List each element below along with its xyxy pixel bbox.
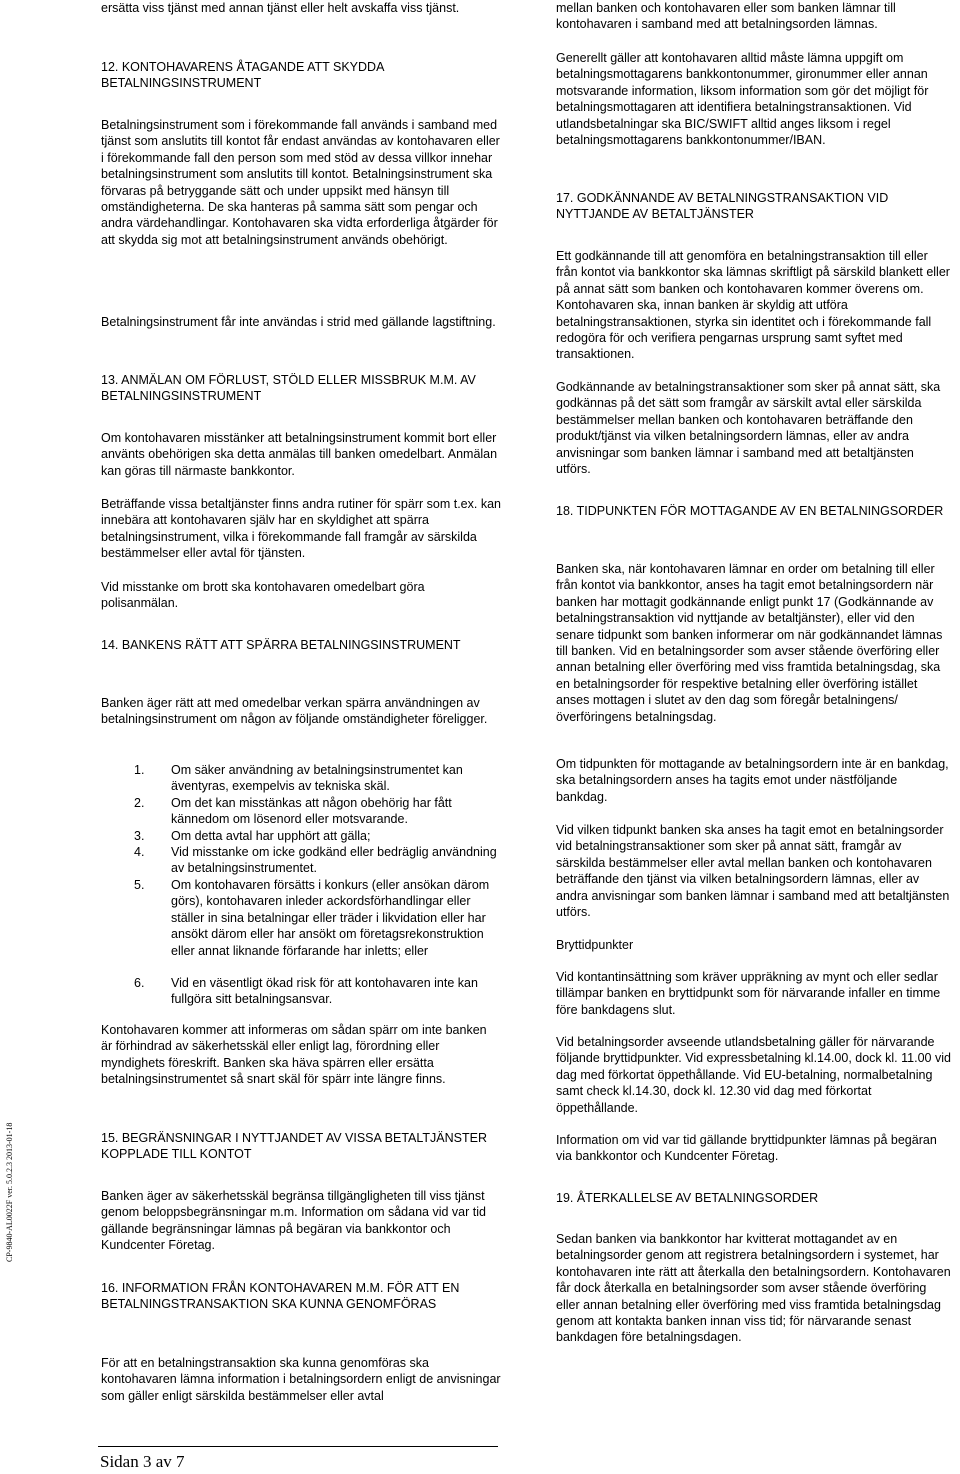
section-13-heading: 13. ANMÄLAN OM FÖRLUST, STÖLD ELLER MISSBRUK M.M. AV BETALNINGSINSTRUMENT: [101, 373, 476, 404]
section-18-paragraph-3: Vid vilken tidpunkt banken ska anses ha tagit emot en betalningsorder vid betalningstransaktioner som sker på annat sätt, framgår av särskilda bestämmelser eller avtal mellan banken och kontohavaren beträffande den tjänst via vilken betalningsordern lämnas, eller av andra anvisningar som banken lämnar i samband med att betaltjänsten utförs.: [556, 823, 950, 920]
section-13-paragraph-2: Beträffande vissa betaltjänster finns andra rutiner för spärr som t.ex. kan innebära att kontohavaren själv har en skyldighet att spärra betalningsinstrument, vilka i förekommande fall framgår av särskilda bestämmelser eller avtal för tjänsten.: [101, 497, 501, 561]
right-top-paragraph: mellan banken och kontohavaren eller som banken lämnar till kontohavaren i samband med att betalningsorden lämnas.: [556, 1, 896, 32]
section-18-subheading: Bryttidpunkter: [556, 938, 634, 952]
section-13-paragraph-3: Vid misstanke om brott ska kontohavaren omedelbart göra polisanmälan.: [101, 580, 425, 611]
section-18-paragraph-1: Banken ska, när kontohavaren lämnar en order om betalning till eller från kontot via bankkontor, anses ha tagit emot betalningsordern när banken har mottagit godkännande enligt punkt 17 (Godkännande av betalningstransaktion vid nyttjande av betaltjänster), eller vid den senare tidpunkt som banken informerar om när godkännandet lämnas till banken. Vid en betalningsorder som avser stående överföring eller annan betalning eller överföring med viss framtida betalningsdag, ska en betalningsorder för respektive betalning eller överföring istället anses mottagen i slutet av den dag som föregår betalningens/överföringens betalningsdag.: [556, 562, 943, 724]
section-17-paragraph-2: Godkännande av betalningstransaktioner som sker på annat sätt, ska godkännas på det sätt som framgår av särskilt avtal eller särskilda bestämmelser mellan banken och kontohavaren beträffande den produkt/tjänst via vilken betalningsordern lämnas, eller av andra anvisningar som banken lämnar i samband med att betaltjänsten utförs.: [556, 380, 941, 477]
section-18-paragraph-4: Vid kontantinsättning som kräver uppräkning av mynt och eller sedlar tillämpar banken en bryttidpunkt som för närvarande infaller en timme före bankdagens slut.: [556, 970, 941, 1017]
section-12-paragraph-2: Betalningsinstrument får inte användas i strid med gällande lagstiftning.: [101, 315, 496, 329]
section-12-heading: 12. KONTOHAVARENS ÅTAGANDE ATT SKYDDA BETALNINGSINSTRUMENT: [101, 60, 384, 91]
section-16-heading: 16. INFORMATION FRÅN KONTOHAVAREN M.M. FÖR ATT EN BETALNINGSTRANSAKTION SKA KUNNA GENOMFÖRAS: [101, 1281, 460, 1312]
section-14-paragraph-2: Kontohavaren kommer att informeras om sådan spärr om inte banken är förhindrad av säkerhetsskäl eller enligt lag, förordning eller myndighets föreskrift. Banken ska häva spärren eller ersätta betalningsinstrumentet så snart skäl för spärr inte längre finns.: [101, 1023, 487, 1087]
list-item-number: 1.: [134, 763, 145, 777]
section-14-heading: 14. BANKENS RÄTT ATT SPÄRRA BETALNINGSINSTRUMENT: [101, 638, 461, 652]
list-item-number: 6.: [134, 976, 145, 990]
footer-divider: [98, 1446, 498, 1447]
list-item-number: 5.: [134, 878, 145, 892]
section-17-heading: 17. GODKÄNNANDE AV BETALNINGSTRANSAKTION VID NYTTJANDE AV BETALTJÄNSTER: [556, 191, 889, 222]
section-14-paragraph-1: Banken äger rätt att med omedelbar verkan spärra användningen av betalningsinstrument om någon av följande omständigheter föreligger.: [101, 696, 488, 727]
section-18-heading: 18. TIDPUNKTEN FÖR MOTTAGANDE AV EN BETALNINGSORDER: [556, 504, 944, 518]
section-18-paragraph-5: Vid betalningsorder avseende utlandsbetalning gäller för närvarande följande bryttidpunkter. Vid expressbetalning kl.14.00, dock kl. 11.00 vid dag med förkortat öppethållande. Vid EU-betalning, normalbetalning samt check kl.14.30, dock kl. 12.30 vid dag med förkortat öppethållande.: [556, 1035, 951, 1115]
section-16-paragraph: För att en betalningstransaktion ska kunna genomföras ska kontohavaren lämna information i betalningsordern enligt de anvisningar som gäller enligt särskilda bestämmelser eller avtal: [101, 1356, 501, 1403]
list-item-number: 2.: [134, 796, 145, 810]
section-16-paragraph-2: Generellt gäller att kontohavaren alltid måste lämna uppgift om betalningsmottagarens bankkontonummer, gironummer eller annan motsvarande information, liksom information som gör det möjligt för betalningsmottagaren att identifiera betalningstransaktionen. Vid utlandsbetalningar ska BIC/SWIFT alltid anges liksom i regel betalningsmottagarens bankkontonummer/IBAN.: [556, 51, 929, 148]
section-12-paragraph-1: Betalningsinstrument som i förekommande fall används i samband med tjänst som anslutits till kontot får endast användas av kontohavaren eller i förekommande fall den person som med stöd av dessa villkor innehar betalningsinstrument som anslutits till kontot. Betalningsinstrument ska förvaras på betryggande sätt och under uppsikt med hänsyn till omständigheterna. De ska hanteras på samma sätt som pengar och andra värdehandlingar. Kontohavaren ska vidta erforderliga åtgärder för att skydda sig mot att betalningsinstrument används obehörigt.: [101, 118, 500, 247]
section-17-paragraph-1: Ett godkännande till att genomföra en betalningstransaktion till eller från kontot via bankkontor ska lämnas skriftligt på särskild blankett eller på annat sätt som banken och kontohavaren kommer överens om. Kontohavaren ska, innan banken är skyldig att utföra betalningstransaktionen, styrka sin identitet och i förekommande fall redogöra för och verifiera pengarnas ursprung samt syftet med transaktionen.: [556, 249, 950, 362]
list-item-text: Om kontohavaren försätts i konkurs (eller ansökan därom görs), kontohavaren inleder ackordsförhandlingar eller ställer in sina betalningar eller träder i likvidation eller har ansökt därom eller har ansökt om företagsrekonstruktion eller annat liknande förfarande har inletts; eller: [171, 878, 490, 958]
section-15-heading: 15. BEGRÄNSNINGAR I NYTTJANDET AV VISSA BETALTJÄNSTER KOPPLADE TILL KONTOT: [101, 1131, 487, 1162]
side-document-code: CP-9840-AL0022F ver. 5.0.2.3 2013-01-18: [5, 1122, 14, 1262]
list-item-text: Vid misstanke om icke godkänd eller bedräglig användning av betalningsinstrumentet.: [171, 845, 497, 876]
left-top-paragraph: ersätta viss tjänst med annan tjänst eller helt avskaffa viss tjänst.: [101, 1, 460, 15]
section-19-paragraph: Sedan banken via bankkontor har kvitterat mottagandet av en betalningsorder genom att registrera betalningsordern i systemet, har kontohavaren inte rätt att återkalla den betalningsordern. Kontohavaren får dock återkalla en betalningsorder som avser stående överföring eller annan betalning eller överföring med viss framtida betalningsdag genom att kontakta banken innan viss tid; för närvarande senast bankdagen före betalningsdagen.: [556, 1232, 951, 1345]
section-18-paragraph-2: Om tidpunkten för mottagande av betalningsordern inte är en bankdag, ska betalningsordern anses ha tagits emot under nästföljande bankdag.: [556, 757, 949, 804]
list-item-text: Om säker användning av betalningsinstrumentet kan äventyras, exempelvis av tekniska skäl.: [171, 763, 463, 794]
list-item-number: 3.: [134, 829, 145, 843]
page-number: Sidan 3 av 7: [100, 1452, 185, 1471]
list-item-text: Om detta avtal har upphört att gälla;: [171, 829, 371, 843]
list-item-number: 4.: [134, 845, 145, 859]
section-19-heading: 19. ÅTERKALLELSE AV BETALNINGSORDER: [556, 1191, 819, 1205]
list-item-text: Om det kan misstänkas att någon obehörig har fått kännedom om lösenord eller motsvarande.: [171, 796, 452, 827]
list-item-text: Vid en väsentligt ökad risk för att kontohavaren inte kan fullgöra sitt betalningsansvar.: [171, 976, 478, 1007]
section-15-paragraph: Banken äger av säkerhetsskäl begränsa tillgängligheten till viss tjänst genom beloppsbegränsningar m.m. Information om sådana vid var tid gällande begränsningar lämnas på begäran via bankkontor och Kundcenter Företag.: [101, 1189, 486, 1253]
section-18-paragraph-6: Information om vid var tid gällande bryttidpunkter lämnas på begäran via bankkontor och Kundcenter Företag.: [556, 1133, 937, 1164]
section-13-paragraph-1: Om kontohavaren misstänker att betalningsinstrument kommit bort eller använts obehörigen ska detta anmälas till banken omedelbart. Anmälan kan göras till närmaste bankkontor.: [101, 431, 498, 478]
